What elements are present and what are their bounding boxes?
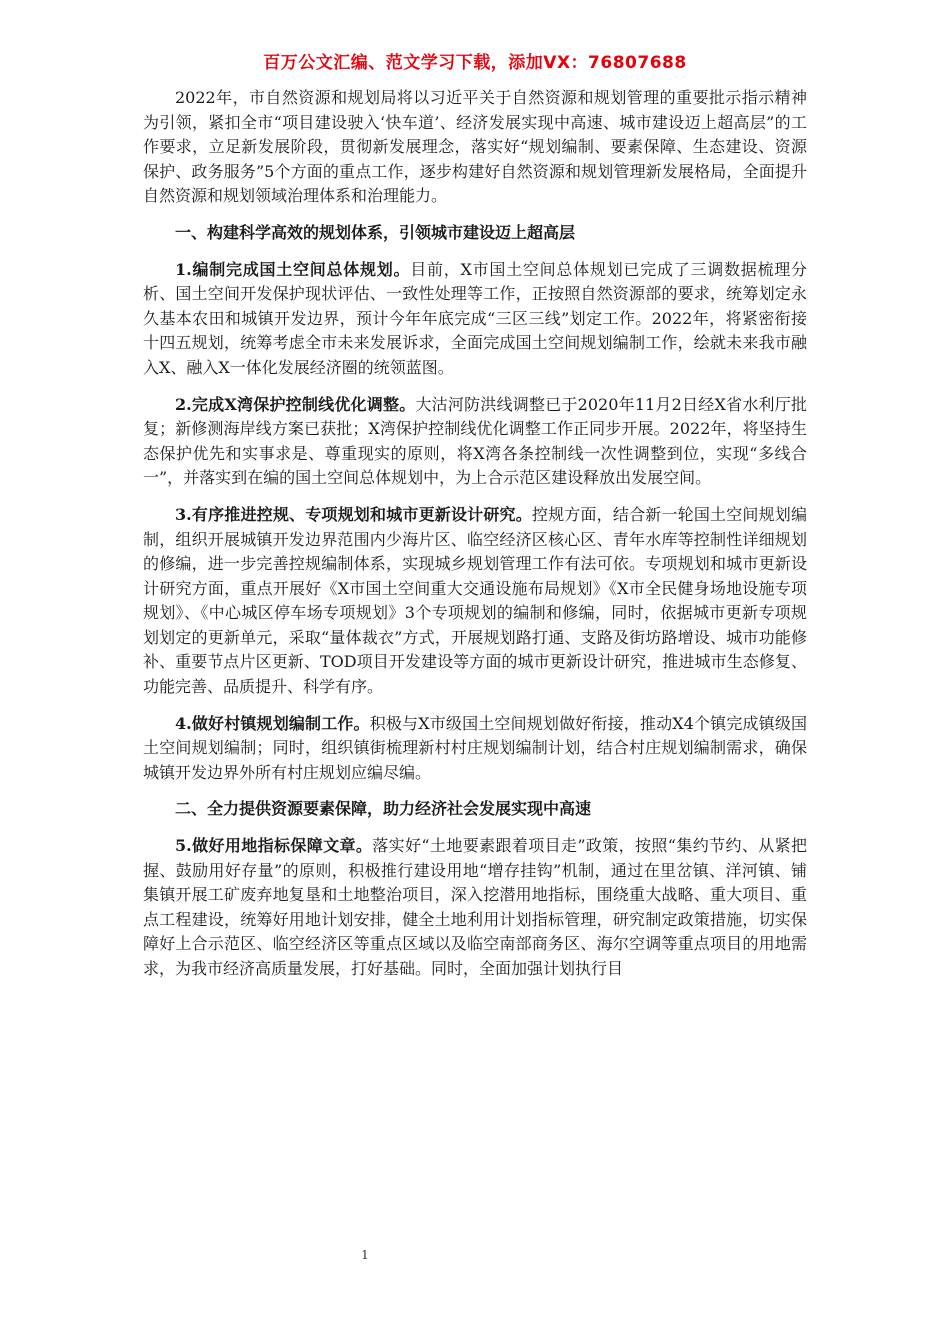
item-2-body: 大沽河防洪线调整已于2020年11月2日经X省水利厅批复；新修测海岸线方案已获批；X湾保护控制线优化调整工作正同步开展。2022年，将坚持生态保护优先和实事求是、尊重现实的原则，将X湾各条控制线一次性调整到位，实现“多线合一”，并落实到在编的国土空间总体规划中，为上合示范区建设释放出发展空间。: [143, 394, 807, 488]
item-3-body: 控规方面，结合新一轮国土空间规划编制，组织开展城镇开发边界范围内少海片区、临空经济区核心区、青年水库等控制性详细规划的修编，进一步完善控规编制体系，实现城乡规划管理工作有法可依。专项规划和城市更新设计研究方面，重点开展好《X市国土空间重大交通设施布局规划》《X市全民健身场地设施专项规划》、《中心城区停车场专项规划》3个专项规划的编制和修编，同时，依据城市更新专项规划划定的更新单元，采取“量体裁衣”方式，开展规划路打通、支路及街坊路增设、城市功能修补、重要节点片区更新、TOD项目开发建设等方面的城市更新设计研究，推进城市生态修复、功能完善、品质提升、科学有序。: [143, 504, 807, 697]
item-4-paragraph: [143, 712, 807, 786]
section-1-heading: 一、构建科学高效的规划体系，引领城市建设迈上超高层: [175, 222, 576, 242]
document-body: [143, 86, 807, 994]
item-5-title: 5.做好用地指标保障文章。: [175, 836, 373, 856]
item-2-title: 2.完成X湾保护控制线优化调整。: [175, 394, 416, 414]
page-number: 1: [361, 1248, 369, 1262]
promo-banner: 百万公文汇编、范文学习下载，添加VX：76807688: [263, 53, 687, 73]
item-4-body: 积极与X市级国土空间规划做好衔接，推动X4个镇完成镇级国土空间规划编制；同时，组织镇街梳理新村村庄规划编制计划，结合村庄规划编制需求，确保城镇开发边界外所有村庄规划应编尽编。: [143, 713, 807, 782]
item-5-body: 落实好“土地要素跟着项目走”政策，按照“集约节约、从紧把握、鼓励用好存量”的原则，积极推行建设用地“增存挂钩”机制，通过在里岔镇、洋河镇、铺集镇开展工矿废弃地复垦和土地整治项目，深入挖潜用地指标，围绕重大战略、重大项目、重点工程建设，统筹好用地计划安排，健全土地利用计划指标管理，研究制定政策措施，切实保障好上合示范区、临空经济区等重点区域以及临空南部商务区、海尔空调等重点项目的用地需求，为我市经济高质量发展，打好基础。同时，全面加强计划执行目: [143, 836, 807, 978]
section-2-heading: 二、全力提供资源要素保障，助力经济社会发展实现中高速: [175, 799, 592, 819]
item-3-title: 3.有序推进控规、专项规划和城市更新设计研究。: [175, 504, 532, 524]
item-1-body: 目前，X市国土空间总体规划已完成了三调数据梳理分析、国土空间开发保护现状评估、一致性处理等工作，正按照自然资源部的要求，统筹划定永久基本农田和城镇开发边界，预计今年年底完成“三区三线”划定工作。2022年，将紧密衔接十四五规划，统筹考虑全市未来发展诉求，全面完成国土空间规划编制工作，绘就未来我市融入X、融入X一体化发展经济圈的统领蓝图。: [143, 259, 807, 377]
item-1-title: 1.编制完成国土空间总体规划。: [175, 259, 411, 279]
item-1-paragraph: [143, 258, 807, 381]
item-5-paragraph: [143, 834, 807, 982]
intro-paragraph: 2022年，市自然资源和规划局将以习近平关于自然资源和规划管理的重要批示指示精神为引领，紧扣全市“项目建设驶入‘快车道’、经济发展实现中高速、城市建设迈上超高层”的工作要求，立足新发展阶段，贯彻新发展理念，落实好“规划编制、要素保障、生态建设、资源保护、政务服务”5个方面的重点工作，逐步构建好自然资源和规划管理新发展格局，全面提升自然资源和规划领域治理体系和治理能力。: [143, 88, 807, 206]
item-4-title: 4.做好村镇规划编制工作。: [175, 713, 370, 733]
item-2-paragraph: [143, 393, 807, 491]
item-3-paragraph: [143, 503, 807, 700]
